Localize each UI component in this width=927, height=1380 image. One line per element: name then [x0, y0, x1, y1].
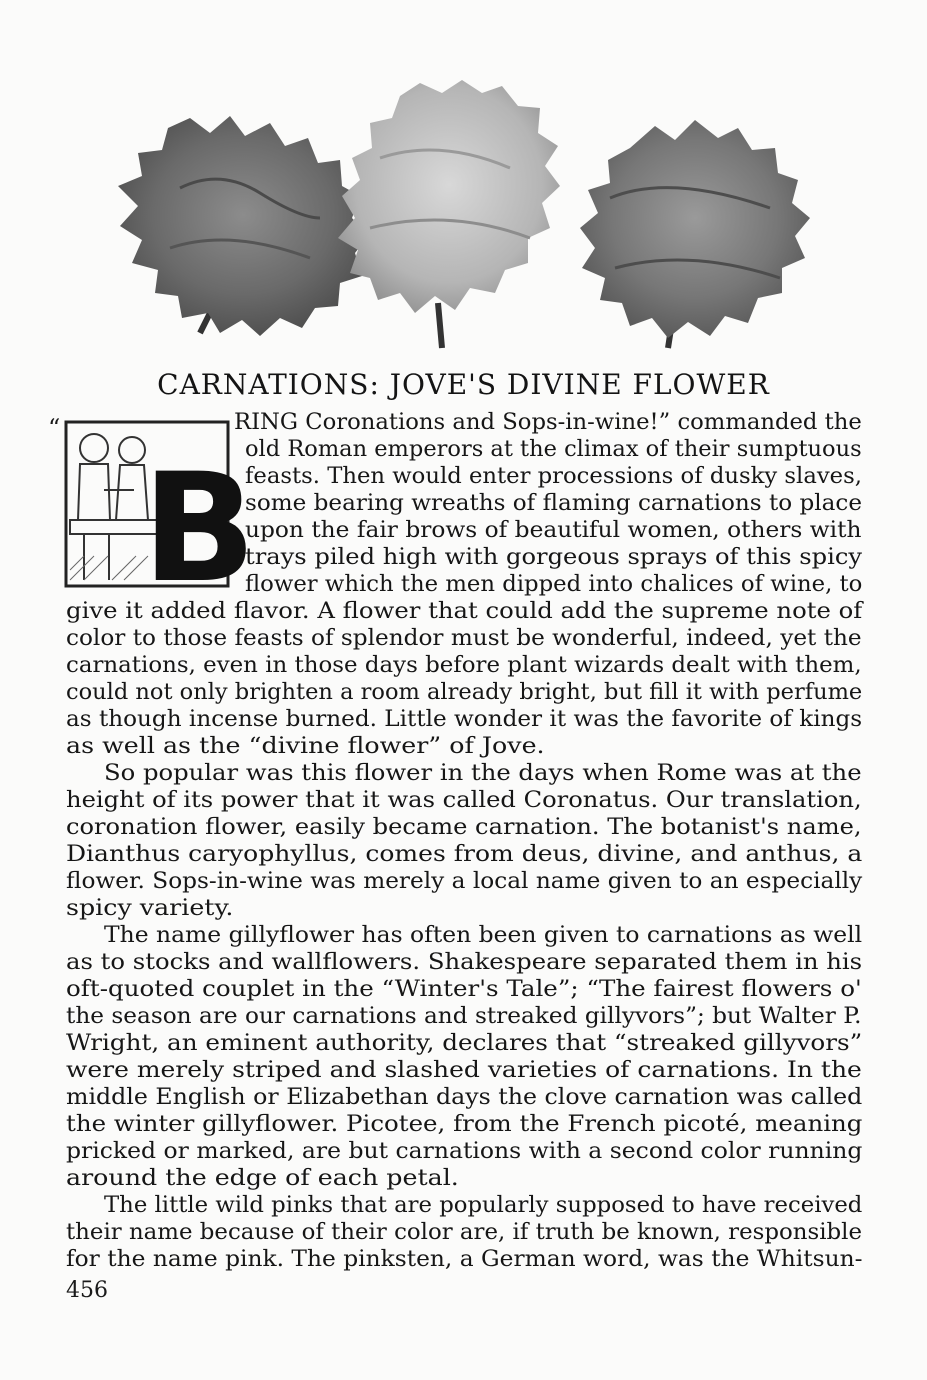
- body-line: flower which the men dipped into chalices of wine, to: [245, 572, 863, 597]
- body-line: feasts. Then would enter processions of dusky slaves,: [245, 464, 862, 489]
- page-number: 456: [66, 1278, 108, 1303]
- body-line: Dianthus caryophyllus, comes from deus, divine, and anthus, a: [66, 842, 863, 867]
- body-line: middle English or Elizabethan days the clove carnation was called: [66, 1085, 863, 1110]
- body-line: as well as the “divine flower” of Jove.: [66, 734, 545, 759]
- body-line: color to those feasts of splendor must be wonderful, indeed, yet the: [66, 626, 862, 651]
- body-line: the season are our carnations and streaked gillyvors”; but Walter P.: [66, 1004, 862, 1029]
- body-line: were merely striped and slashed varieties of carnations. In the: [66, 1058, 862, 1083]
- carnation-right-image: [580, 120, 810, 348]
- body-line: The little wild pinks that are popularly supposed to have received: [104, 1193, 863, 1218]
- body-line: carnations, even in those days before plant wizards dealt with them,: [66, 653, 862, 678]
- body-line: as to stocks and wallflowers. Shakespeare separated them in his: [66, 950, 863, 975]
- body-line: spicy variety.: [66, 896, 234, 921]
- body-line: height of its power that it was called Coronatus. Our translation,: [66, 788, 862, 813]
- opening-quote-mark: “: [48, 414, 61, 442]
- decorated-initial-letter: [64, 420, 257, 616]
- body-line: coronation flower, easily became carnation. The botanist's name,: [66, 815, 862, 840]
- body-line: old Roman emperors at the climax of their sumptuous: [245, 437, 862, 462]
- body-line: for the name pink. The pinksten, a German word, was the Whitsun-: [66, 1247, 863, 1272]
- body-line: Wright, an eminent authority, declares that “streaked gillyvors”: [66, 1031, 863, 1056]
- body-line: give it added flavor. A flower that could add the supreme note of: [66, 599, 863, 624]
- body-line: the winter gillyflower. Picotee, from the French picoté, meaning: [66, 1112, 863, 1137]
- body-line: their name because of their color are, if truth be known, responsible: [66, 1220, 863, 1245]
- carnation-photographs: [70, 78, 870, 368]
- body-line: trays piled high with gorgeous sprays of this spicy: [245, 545, 862, 570]
- body-line: upon the fair brows of beautiful women, others with: [245, 518, 862, 543]
- body-line: So popular was this flower in the days when Rome was at the: [104, 761, 862, 786]
- body-line: around the edge of each petal.: [66, 1166, 459, 1191]
- carnation-left-image: [118, 116, 368, 336]
- body-line: flower. Sops-in-wine was merely a local name given to an especially: [66, 869, 863, 894]
- body-line: as though incense burned. Little wonder it was the favorite of kings: [66, 707, 863, 732]
- body-line: RING Coronations and Sops-in-wine!” commanded the: [234, 410, 862, 435]
- body-line: some bearing wreaths of flaming carnations to place: [245, 491, 862, 516]
- article-title: CARNATIONS: JOVE'S DIVINE FLOWER: [157, 368, 770, 401]
- body-line: oft-quoted couplet in the “Winter's Tale”; “The fairest flowers o': [66, 977, 862, 1002]
- initial-letter: B: [142, 442, 257, 616]
- carnation-center-image: [338, 80, 560, 348]
- body-line: The name gillyflower has often been given to carnations as well: [104, 923, 863, 948]
- body-line: pricked or marked, are but carnations with a second color running: [66, 1139, 863, 1164]
- body-line: could not only brighten a room already bright, but fill it with perfume: [66, 680, 863, 705]
